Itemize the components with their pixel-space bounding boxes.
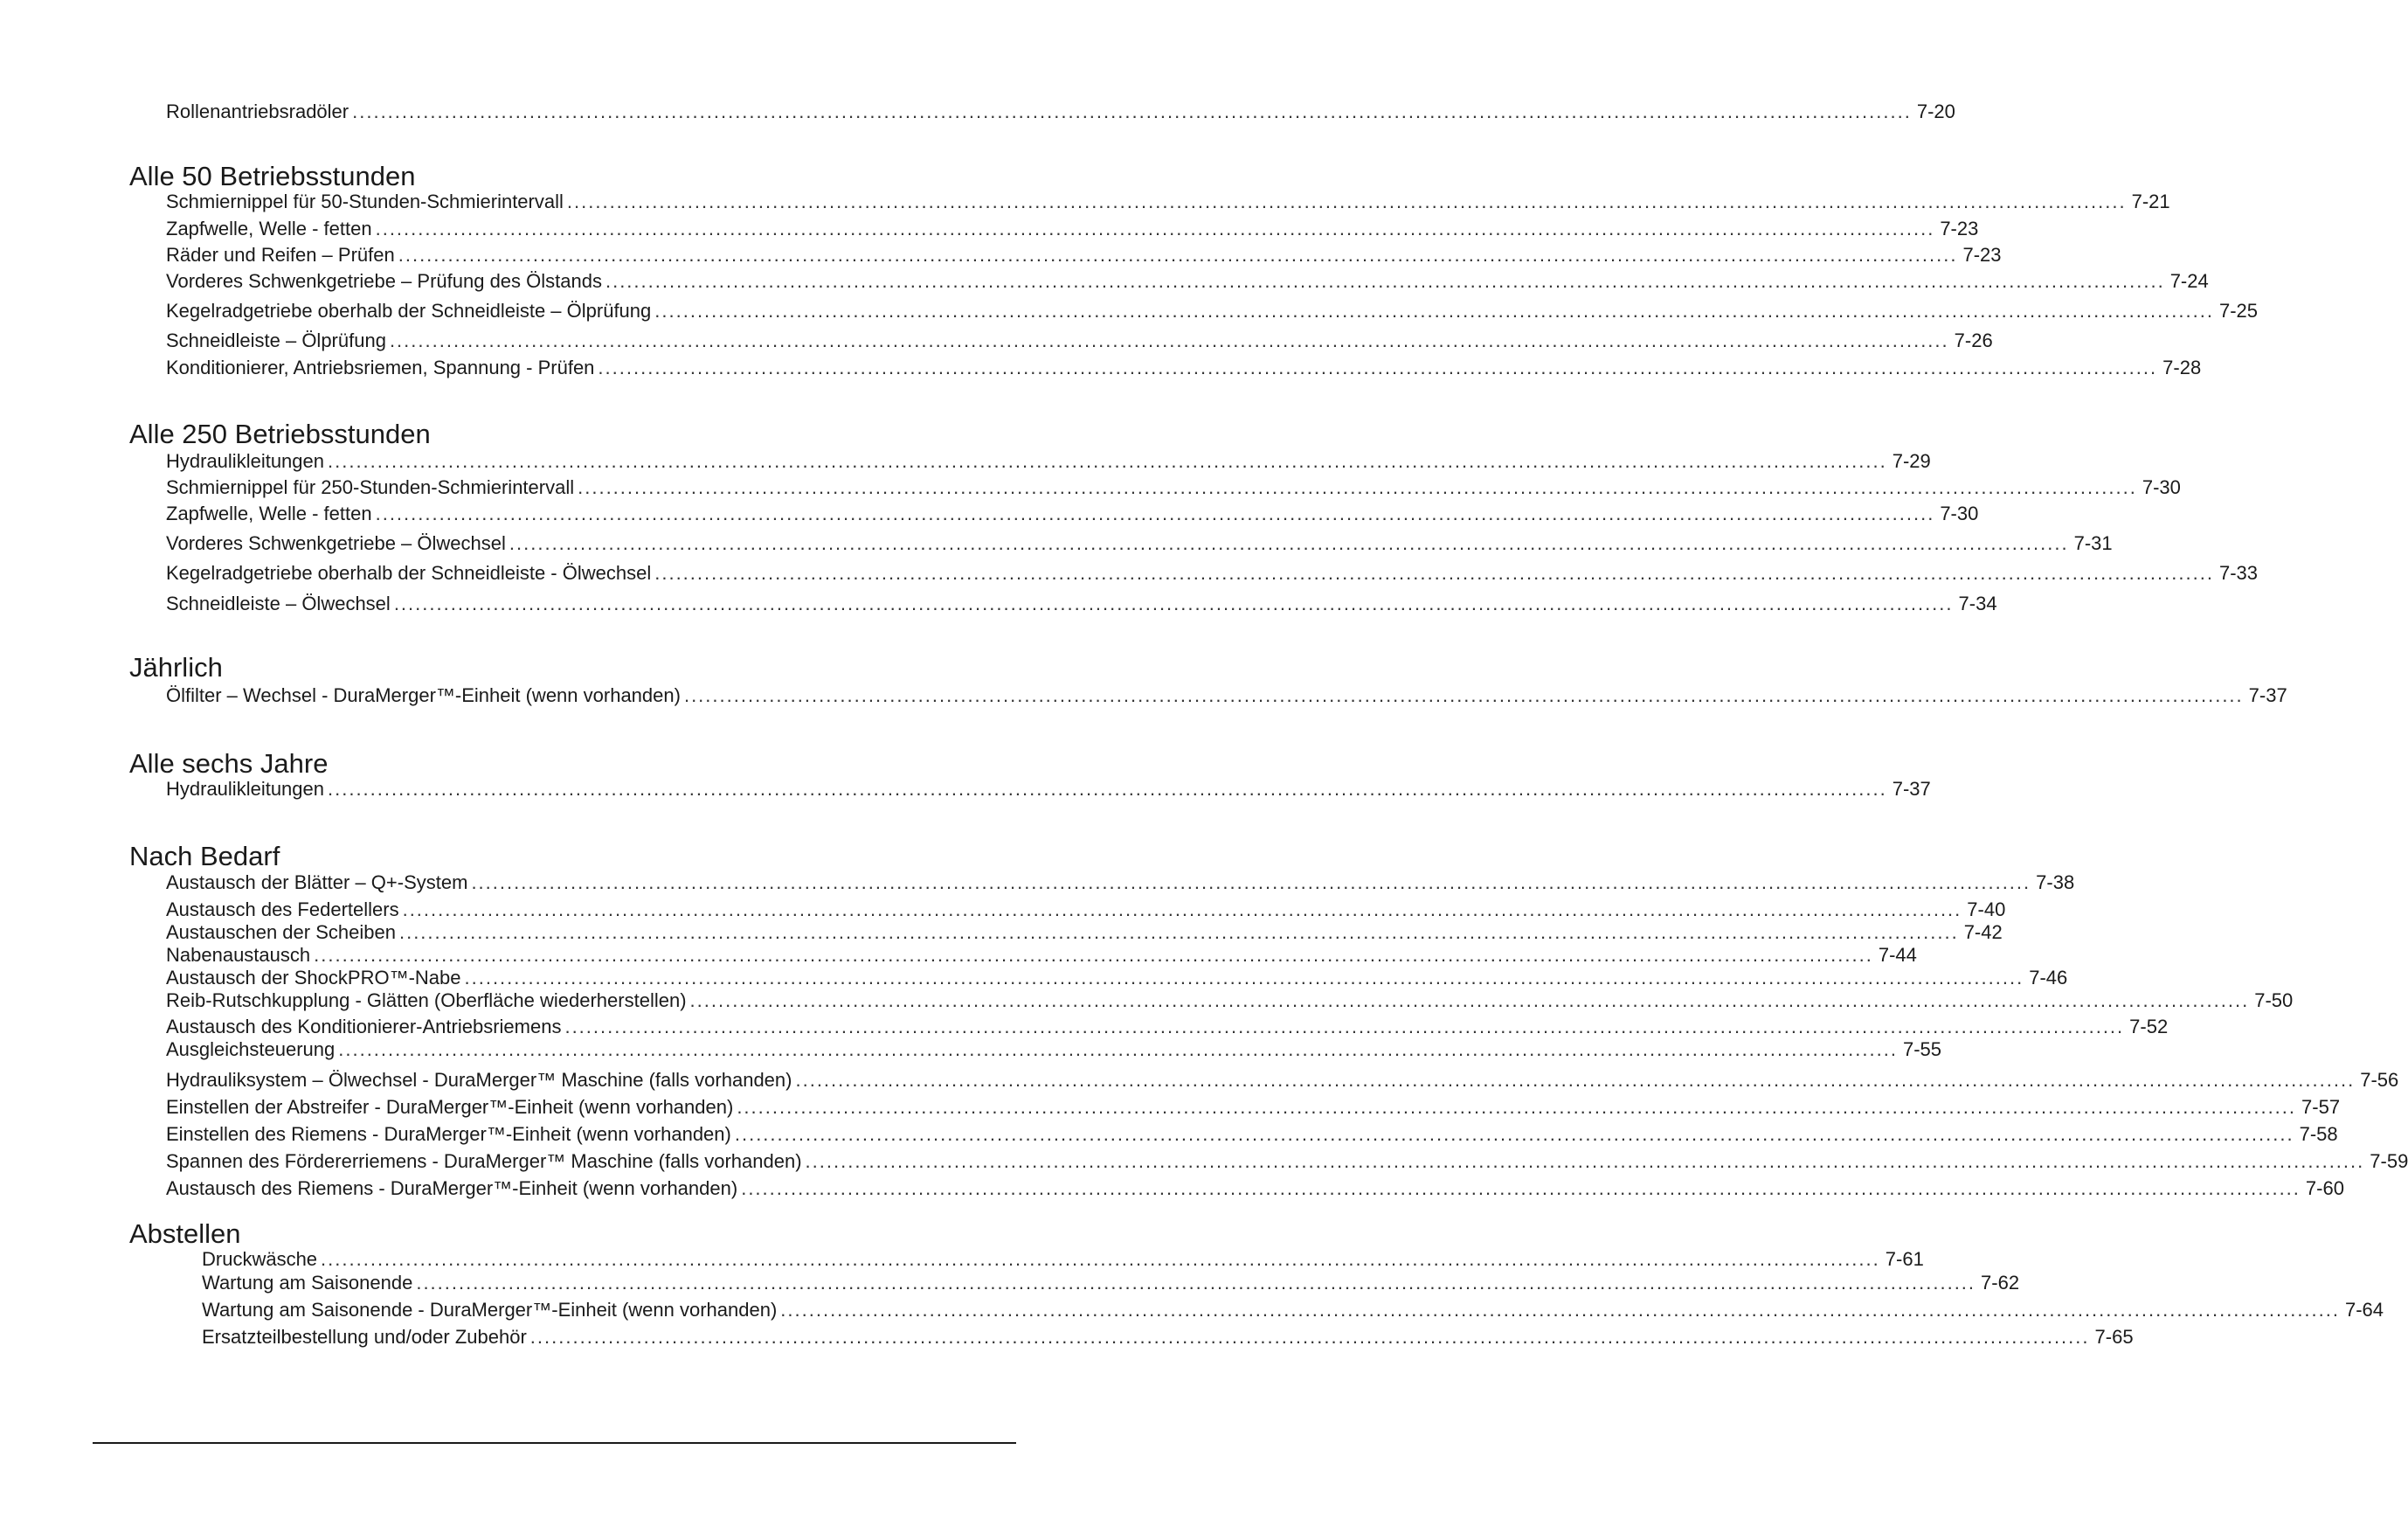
- toc-entry[interactable]: [166, 217, 1979, 241]
- dot-leader: ............................................................................................................................................................................................................................: [352, 101, 1912, 122]
- toc-entry-page: 7-61: [1885, 1248, 1924, 1270]
- dot-leader: ............................................................................................................................................................................................................................: [375, 218, 1935, 239]
- dot-leader: ............................................................................................................................................................................................................................: [398, 921, 1959, 943]
- toc-entry-page: 7-33: [2218, 562, 2258, 584]
- toc-entry[interactable]: [166, 898, 2006, 922]
- toc-entry[interactable]: [166, 531, 2113, 556]
- section-heading-six-years: Alle sechs Jahre: [129, 748, 329, 779]
- toc-entry[interactable]: [166, 871, 2075, 895]
- toc-entry-page: 7-37: [1892, 778, 1931, 800]
- toc-entry-label: Wartung am Saisonende - DuraMerger™-Einheit (wenn vorhanden): [202, 1299, 778, 1321]
- toc-entry-page: 7-62: [1981, 1272, 2020, 1294]
- toc-entry-label: Zapfwelle, Welle - fetten: [166, 218, 372, 239]
- toc-entry[interactable]: [202, 1325, 2134, 1349]
- toc-entry-page: 7-29: [1892, 450, 1931, 472]
- toc-entry[interactable]: [166, 1176, 2344, 1201]
- toc-entry-label: Austausch des Konditionierer-Antriebsriemens: [166, 1016, 562, 1037]
- toc-entry-page: 7-28: [2162, 357, 2202, 378]
- toc-entry-label: Ölfilter – Wechsel - DuraMerger™-Einheit (wenn vorhanden): [166, 684, 681, 706]
- toc-entry-label: Kegelradgetriebe oberhalb der Schneidleiste – Ölprüfung: [166, 300, 652, 322]
- toc-entry[interactable]: [166, 100, 1955, 124]
- toc-entry[interactable]: [166, 683, 2287, 708]
- toc-entry-page: 7-64: [2345, 1299, 2384, 1321]
- toc-entry-label: Vorderes Schwenkgetriebe – Prüfung des Ölstands: [166, 270, 602, 292]
- toc-entry-label: Hydraulikleitungen: [166, 450, 324, 472]
- toc-entry-page: 7-52: [2129, 1016, 2169, 1037]
- dot-leader: ............................................................................................................................................................................................................................: [398, 244, 1958, 266]
- toc-entry[interactable]: [166, 243, 2002, 267]
- toc-entry[interactable]: [166, 1068, 2399, 1093]
- section-heading-as-needed: Nach Bedarf: [129, 841, 280, 871]
- toc-entry[interactable]: [166, 299, 2259, 323]
- toc-entry-page: 7-65: [2094, 1326, 2134, 1348]
- toc-entry-page: 7-25: [2218, 300, 2259, 322]
- toc-entry[interactable]: [166, 502, 1979, 526]
- toc-entry-label: Konditionierer, Antriebsriemen, Spannung - Prüfen: [166, 357, 595, 378]
- dot-leader: ............................................................................................................................................................................................................................: [734, 1123, 2294, 1145]
- dot-leader: ............................................................................................................................................................................................................................: [393, 593, 1954, 614]
- toc-entry-page: 7-60: [2305, 1177, 2344, 1199]
- footer-rule: [93, 1442, 1016, 1444]
- section-heading-50h: Alle 50 Betriebsstunden: [129, 161, 416, 191]
- section-heading-250h: Alle 250 Betriebsstunden: [129, 419, 431, 449]
- toc-entry[interactable]: [202, 1247, 1924, 1272]
- toc-entry-label: Spannen des Fördererriemens - DuraMerger™ Maschine (falls vorhanden): [166, 1150, 802, 1172]
- toc-entry-label: Ausgleichsteuerung: [166, 1038, 336, 1060]
- toc-entry-label: Kegelradgetriebe oberhalb der Schneidleiste - Ölwechsel: [166, 562, 652, 584]
- toc-entry[interactable]: [202, 1298, 2384, 1322]
- toc-entry-label: Hydraulikleitungen: [166, 778, 324, 800]
- toc-entry-page: 7-38: [2036, 871, 2075, 893]
- toc-entry[interactable]: [166, 920, 2003, 945]
- toc-entry[interactable]: [166, 356, 2202, 380]
- toc-entry-page: 7-59: [2370, 1150, 2408, 1172]
- dot-leader: ............................................................................................................................................................................................................................: [654, 300, 2214, 322]
- toc-entry[interactable]: [166, 1122, 2338, 1147]
- dot-leader: ............................................................................................................................................................................................................................: [795, 1069, 2356, 1091]
- toc-entry-label: Austausch des Federtellers: [166, 898, 399, 920]
- toc-entry-label: Schneidleiste – Ölwechsel: [166, 593, 391, 614]
- toc-entry-page: 7-57: [2301, 1096, 2341, 1118]
- toc-entry-label: Schmiernippel für 50-Stunden-Schmierintervall: [166, 191, 564, 212]
- toc-entry-page: 7-31: [2073, 532, 2113, 554]
- dot-leader: ............................................................................................................................................................................................................................: [509, 532, 2069, 554]
- dot-leader: ............................................................................................................................................................................................................................: [402, 898, 1962, 920]
- toc-entry[interactable]: [166, 1149, 2408, 1174]
- dot-leader: ............................................................................................................................................................................................................................: [683, 684, 2244, 706]
- dot-leader: ............................................................................................................................................................................................................................: [471, 871, 2031, 893]
- toc-entry-label: Ersatzteilbestellung und/oder Zubehör: [202, 1326, 527, 1348]
- toc-entry[interactable]: [166, 475, 2181, 500]
- dot-leader: ............................................................................................................................................................................................................................: [741, 1177, 2301, 1199]
- dot-leader: ............................................................................................................................................................................................................................: [375, 503, 1935, 524]
- dot-leader: ............................................................................................................................................................................................................................: [780, 1299, 2340, 1321]
- dot-leader: ............................................................................................................................................................................................................................: [529, 1326, 2090, 1348]
- dot-leader: ............................................................................................................................................................................................................................: [654, 562, 2214, 584]
- dot-leader: ............................................................................................................................................................................................................................: [805, 1150, 2365, 1172]
- toc-entry-page: 7-40: [1967, 898, 2006, 920]
- toc-entry-page: 7-26: [1954, 329, 1993, 351]
- toc-entry[interactable]: [166, 988, 2294, 1013]
- dot-leader: ............................................................................................................................................................................................................................: [605, 270, 2165, 292]
- toc-entry-label: Hydrauliksystem – Ölwechsel - DuraMerger™ Maschine (falls vorhanden): [166, 1069, 792, 1091]
- dot-leader: ............................................................................................................................................................................................................................: [416, 1272, 1976, 1294]
- toc-entry-label: Nabenaustausch: [166, 944, 311, 966]
- toc-entry-label: Wartung am Saisonende: [202, 1272, 413, 1294]
- section-heading-yearly: Jährlich: [129, 652, 223, 683]
- dot-leader: ............................................................................................................................................................................................................................: [328, 450, 1887, 472]
- toc-entry[interactable]: [166, 561, 2258, 586]
- toc-entry[interactable]: [166, 966, 2068, 990]
- dot-leader: ............................................................................................................................................................................................................................: [321, 1248, 1880, 1270]
- toc-entry-page: 7-55: [1902, 1038, 1942, 1060]
- toc-entry[interactable]: [166, 1095, 2341, 1120]
- dot-leader: ............................................................................................................................................................................................................................: [389, 329, 1949, 351]
- section-heading-storage: Abstellen: [129, 1218, 241, 1249]
- toc-entry-page: 7-23: [1962, 244, 2002, 266]
- dot-leader: ............................................................................................................................................................................................................................: [578, 476, 2137, 498]
- toc-entry-label: Reib-Rutschkupplung - Glätten (Oberfläche wiederherstellen): [166, 989, 687, 1011]
- toc-entry-label: Austausch der ShockPRO™-Nabe: [166, 967, 461, 988]
- toc-entry[interactable]: [166, 269, 2209, 294]
- toc-entry-label: Schmiernippel für 250-Stunden-Schmierintervall: [166, 476, 575, 498]
- toc-entry[interactable]: [166, 190, 2170, 214]
- toc-entry-page: 7-56: [2360, 1069, 2399, 1091]
- toc-entry[interactable]: [166, 943, 1917, 968]
- toc-entry[interactable]: [166, 777, 1931, 801]
- toc-entry-label: Einstellen der Abstreifer - DuraMerger™-Einheit (wenn vorhanden): [166, 1096, 734, 1118]
- toc-entry-label: Vorderes Schwenkgetriebe – Ölwechsel: [166, 532, 506, 554]
- toc-entry[interactable]: [202, 1271, 2020, 1295]
- toc-entry-label: Austausch der Blätter – Q+-System: [166, 871, 468, 893]
- toc-entry-page: 7-30: [1940, 503, 1979, 524]
- dot-leader: ............................................................................................................................................................................................................................: [566, 191, 2127, 212]
- toc-entry-page: 7-23: [1940, 218, 1979, 239]
- toc-entry[interactable]: [166, 329, 1993, 353]
- toc-entry-page: 7-50: [2254, 989, 2294, 1011]
- toc-entry-page: 7-21: [2131, 191, 2170, 212]
- dot-leader: ............................................................................................................................................................................................................................: [598, 357, 2158, 378]
- toc-entry[interactable]: [166, 1037, 1942, 1062]
- dot-leader: ............................................................................................................................................................................................................................: [737, 1096, 2297, 1118]
- toc-entry-page: 7-37: [2248, 684, 2287, 706]
- toc-entry-page: 7-24: [2169, 270, 2209, 292]
- toc-entry-page: 7-20: [1916, 101, 1955, 122]
- toc-entry-page: 7-30: [2142, 476, 2181, 498]
- dot-leader: ............................................................................................................................................................................................................................: [314, 944, 1873, 966]
- toc-entry-page: 7-58: [2299, 1123, 2338, 1145]
- toc-entry-label: Austauschen der Scheiben: [166, 921, 396, 943]
- toc-entry-label: Druckwäsche: [202, 1248, 318, 1270]
- toc-entry-page: 7-34: [1958, 593, 1997, 614]
- toc-entry[interactable]: [166, 1015, 2169, 1039]
- toc-entry[interactable]: [166, 449, 1931, 474]
- toc-entry-page: 7-42: [1963, 921, 2003, 943]
- toc-entry[interactable]: [166, 592, 1997, 616]
- toc-entry-label: Schneidleiste – Ölprüfung: [166, 329, 386, 351]
- dot-leader: ............................................................................................................................................................................................................................: [328, 778, 1887, 800]
- toc-entry-label: Rollenantriebsradöler: [166, 101, 349, 122]
- dot-leader: ............................................................................................................................................................................................................................: [464, 967, 2024, 988]
- toc-entry-label: Austausch des Riemens - DuraMerger™-Einheit (wenn vorhanden): [166, 1177, 738, 1199]
- dot-leader: ............................................................................................................................................................................................................................: [689, 989, 2250, 1011]
- toc-entry-page: 7-44: [1878, 944, 1917, 966]
- toc-entry-label: Einstellen des Riemens - DuraMerger™-Einheit (wenn vorhanden): [166, 1123, 731, 1145]
- toc-entry-label: Zapfwelle, Welle - fetten: [166, 503, 372, 524]
- dot-leader: ............................................................................................................................................................................................................................: [564, 1016, 2125, 1037]
- toc-entry-page: 7-46: [2029, 967, 2068, 988]
- toc-entry-label: Räder und Reifen – Prüfen: [166, 244, 395, 266]
- dot-leader: ............................................................................................................................................................................................................................: [338, 1038, 1898, 1060]
